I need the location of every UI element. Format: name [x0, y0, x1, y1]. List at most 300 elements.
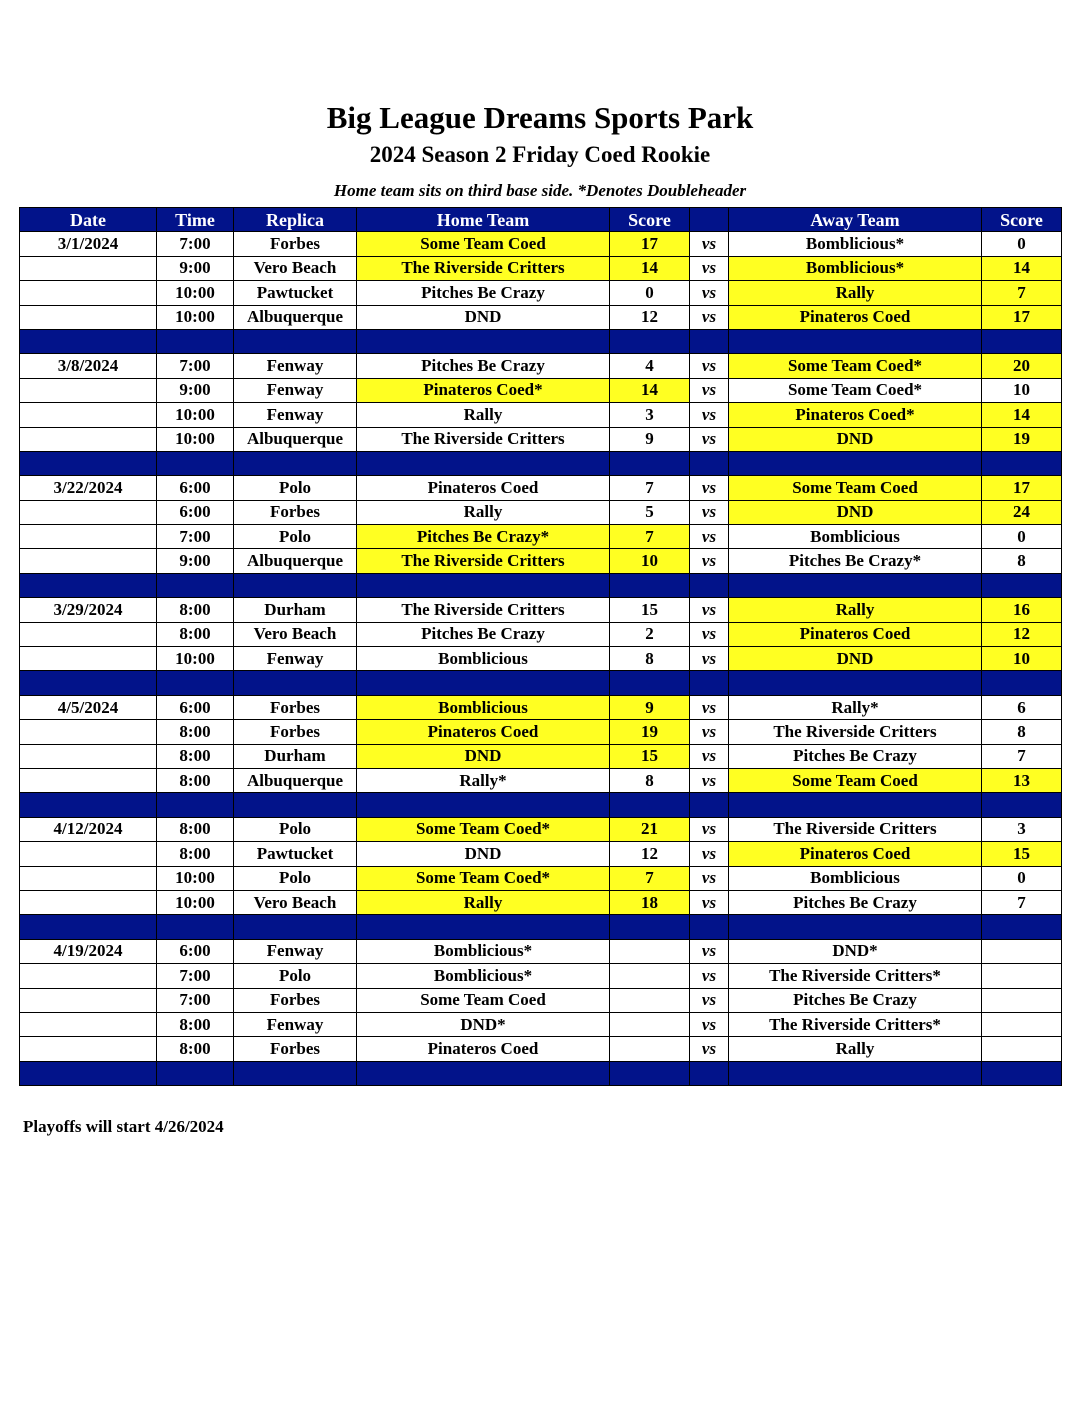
- away-score-cell: 19: [982, 427, 1062, 451]
- game-row: [20, 842, 1062, 866]
- column-header-date: Date: [20, 208, 157, 232]
- separator-cell: [157, 451, 234, 475]
- date-cell: [20, 1012, 157, 1036]
- home-score-cell: 12: [610, 842, 690, 866]
- vs-cell: vs: [690, 866, 729, 890]
- column-header-replica: Replica: [234, 208, 357, 232]
- separator-cell: [234, 915, 357, 939]
- home-score-cell: 14: [610, 256, 690, 280]
- separator-cell: [982, 671, 1062, 695]
- header-row: [20, 208, 1062, 232]
- separator-cell: [610, 671, 690, 695]
- field-cell: Albuquerque: [234, 305, 357, 329]
- separator-cell: [690, 573, 729, 597]
- field-cell: Forbes: [234, 695, 357, 719]
- field-cell: Fenway: [234, 939, 357, 963]
- vs-cell: vs: [690, 988, 729, 1012]
- date-cell: [20, 378, 157, 402]
- home-team-cell: Rally: [357, 890, 610, 914]
- date-cell: 4/5/2024: [20, 695, 157, 719]
- time-cell: 10:00: [157, 427, 234, 451]
- date-cell: [20, 403, 157, 427]
- game-row: [20, 988, 1062, 1012]
- week-separator-row: [20, 573, 1062, 597]
- separator-cell: [982, 1061, 1062, 1085]
- home-team-cell: Bomblicious: [357, 695, 610, 719]
- field-cell: Forbes: [234, 232, 357, 256]
- vs-cell: vs: [690, 403, 729, 427]
- time-cell: 8:00: [157, 1037, 234, 1061]
- vs-cell: vs: [690, 842, 729, 866]
- separator-cell: [729, 329, 982, 353]
- away-score-cell: 24: [982, 500, 1062, 524]
- vs-cell: vs: [690, 695, 729, 719]
- separator-cell: [610, 793, 690, 817]
- field-cell: Durham: [234, 598, 357, 622]
- away-score-cell: 8: [982, 549, 1062, 573]
- away-team-cell: Rally*: [729, 695, 982, 719]
- away-score-cell: 8: [982, 720, 1062, 744]
- separator-cell: [157, 793, 234, 817]
- field-cell: Fenway: [234, 647, 357, 671]
- date-cell: [20, 842, 157, 866]
- week-separator-row: [20, 451, 1062, 475]
- date-cell: [20, 988, 157, 1012]
- column-header-time: Time: [157, 208, 234, 232]
- away-team-cell: DND: [729, 427, 982, 451]
- away-score-cell: 6: [982, 695, 1062, 719]
- time-cell: 8:00: [157, 817, 234, 841]
- away-score-cell: 12: [982, 622, 1062, 646]
- away-score-cell: [982, 939, 1062, 963]
- date-cell: 3/22/2024: [20, 476, 157, 500]
- vs-cell: vs: [690, 964, 729, 988]
- away-team-cell: The Riverside Critters*: [729, 1012, 982, 1036]
- home-team-cell: Pitches Be Crazy*: [357, 525, 610, 549]
- time-cell: 8:00: [157, 768, 234, 792]
- home-score-cell: 9: [610, 427, 690, 451]
- date-cell: 4/19/2024: [20, 939, 157, 963]
- separator-cell: [982, 573, 1062, 597]
- separator-cell: [610, 915, 690, 939]
- field-cell: Vero Beach: [234, 256, 357, 280]
- away-score-cell: [982, 1037, 1062, 1061]
- column-header-vs: [690, 208, 729, 232]
- separator-cell: [729, 793, 982, 817]
- vs-cell: vs: [690, 744, 729, 768]
- game-row: [20, 281, 1062, 305]
- away-score-cell: [982, 964, 1062, 988]
- game-row: [20, 598, 1062, 622]
- time-cell: 7:00: [157, 232, 234, 256]
- vs-cell: vs: [690, 720, 729, 744]
- vs-cell: vs: [690, 549, 729, 573]
- separator-cell: [234, 793, 357, 817]
- field-cell: Fenway: [234, 1012, 357, 1036]
- home-team-cell: Pinateros Coed: [357, 476, 610, 500]
- field-cell: Pawtucket: [234, 281, 357, 305]
- date-cell: [20, 964, 157, 988]
- away-team-cell: DND*: [729, 939, 982, 963]
- time-cell: 6:00: [157, 939, 234, 963]
- separator-cell: [610, 329, 690, 353]
- separator-cell: [234, 451, 357, 475]
- date-cell: [20, 427, 157, 451]
- field-cell: Polo: [234, 476, 357, 500]
- away-team-cell: The Riverside Critters: [729, 720, 982, 744]
- away-team-cell: Pinateros Coed: [729, 842, 982, 866]
- page-title: Big League Dreams Sports Park: [326, 100, 754, 135]
- away-score-cell: [982, 1012, 1062, 1036]
- time-cell: 6:00: [157, 476, 234, 500]
- home-score-cell: 18: [610, 890, 690, 914]
- vs-cell: vs: [690, 378, 729, 402]
- vs-cell: vs: [690, 647, 729, 671]
- separator-cell: [729, 573, 982, 597]
- field-cell: Albuquerque: [234, 768, 357, 792]
- away-team-cell: Rally: [729, 281, 982, 305]
- vs-cell: vs: [690, 427, 729, 451]
- separator-cell: [234, 329, 357, 353]
- separator-cell: [20, 793, 157, 817]
- separator-cell: [690, 1061, 729, 1085]
- away-team-cell: Pinateros Coed: [729, 305, 982, 329]
- away-team-cell: Bomblicious: [729, 866, 982, 890]
- away-team-cell: The Riverside Critters*: [729, 964, 982, 988]
- vs-cell: vs: [690, 500, 729, 524]
- field-cell: Forbes: [234, 500, 357, 524]
- week-separator-row: [20, 793, 1062, 817]
- vs-cell: vs: [690, 890, 729, 914]
- home-score-cell: 4: [610, 354, 690, 378]
- game-row: [20, 549, 1062, 573]
- game-row: [20, 354, 1062, 378]
- away-score-cell: 13: [982, 768, 1062, 792]
- column-header-home-team: Home Team: [357, 208, 610, 232]
- vs-cell: vs: [690, 476, 729, 500]
- vs-cell: vs: [690, 354, 729, 378]
- separator-cell: [690, 915, 729, 939]
- home-score-cell: 2: [610, 622, 690, 646]
- game-row: [20, 866, 1062, 890]
- separator-cell: [690, 793, 729, 817]
- schedule-note: Home team sits on third base side. *Denotes Doubleheader: [333, 181, 747, 200]
- home-score-cell: [610, 1037, 690, 1061]
- field-cell: Vero Beach: [234, 890, 357, 914]
- home-score-cell: 3: [610, 403, 690, 427]
- separator-cell: [20, 671, 157, 695]
- home-team-cell: DND: [357, 842, 610, 866]
- away-score-cell: 0: [982, 866, 1062, 890]
- time-cell: 10:00: [157, 403, 234, 427]
- game-row: [20, 378, 1062, 402]
- page-subtitle: 2024 Season 2 Friday Coed Rookie: [369, 142, 711, 167]
- week-separator-row: [20, 329, 1062, 353]
- field-cell: Polo: [234, 525, 357, 549]
- away-team-cell: Pitches Be Crazy*: [729, 549, 982, 573]
- separator-cell: [357, 329, 610, 353]
- separator-cell: [729, 671, 982, 695]
- week-separator-row: [20, 1061, 1062, 1085]
- vs-cell: vs: [690, 817, 729, 841]
- separator-cell: [610, 1061, 690, 1085]
- field-cell: Forbes: [234, 720, 357, 744]
- away-team-cell: Pinateros Coed: [729, 622, 982, 646]
- home-team-cell: The Riverside Critters: [357, 549, 610, 573]
- separator-cell: [157, 1061, 234, 1085]
- time-cell: 8:00: [157, 1012, 234, 1036]
- vs-cell: vs: [690, 281, 729, 305]
- vs-cell: vs: [690, 622, 729, 646]
- home-score-cell: 19: [610, 720, 690, 744]
- home-team-cell: The Riverside Critters: [357, 427, 610, 451]
- home-score-cell: 7: [610, 866, 690, 890]
- game-row: [20, 817, 1062, 841]
- separator-cell: [20, 329, 157, 353]
- away-score-cell: [982, 988, 1062, 1012]
- separator-cell: [20, 915, 157, 939]
- separator-cell: [357, 1061, 610, 1085]
- game-row: [20, 256, 1062, 280]
- date-cell: [20, 890, 157, 914]
- away-score-cell: 0: [982, 525, 1062, 549]
- home-team-cell: Pinateros Coed*: [357, 378, 610, 402]
- vs-cell: vs: [690, 525, 729, 549]
- home-team-cell: Pitches Be Crazy: [357, 622, 610, 646]
- game-row: [20, 695, 1062, 719]
- time-cell: 8:00: [157, 842, 234, 866]
- away-score-cell: 10: [982, 647, 1062, 671]
- date-cell: [20, 647, 157, 671]
- vs-cell: vs: [690, 1037, 729, 1061]
- game-row: [20, 622, 1062, 646]
- home-score-cell: 15: [610, 598, 690, 622]
- home-score-cell: 9: [610, 695, 690, 719]
- home-team-cell: Some Team Coed*: [357, 817, 610, 841]
- game-row: [20, 232, 1062, 256]
- game-row: [20, 525, 1062, 549]
- home-team-cell: Bomblicious: [357, 647, 610, 671]
- home-score-cell: 7: [610, 525, 690, 549]
- separator-cell: [20, 573, 157, 597]
- time-cell: 7:00: [157, 988, 234, 1012]
- away-score-cell: 7: [982, 890, 1062, 914]
- away-score-cell: 0: [982, 232, 1062, 256]
- date-cell: [20, 720, 157, 744]
- vs-cell: vs: [690, 598, 729, 622]
- home-score-cell: [610, 964, 690, 988]
- separator-cell: [690, 451, 729, 475]
- home-score-cell: 8: [610, 768, 690, 792]
- time-cell: 7:00: [157, 964, 234, 988]
- column-header-home-score: Score: [610, 208, 690, 232]
- game-row: [20, 403, 1062, 427]
- time-cell: 10:00: [157, 866, 234, 890]
- vs-cell: vs: [690, 768, 729, 792]
- game-row: [20, 890, 1062, 914]
- away-team-cell: Bomblicious*: [729, 256, 982, 280]
- field-cell: Albuquerque: [234, 549, 357, 573]
- away-team-cell: Some Team Coed: [729, 768, 982, 792]
- separator-cell: [357, 451, 610, 475]
- game-row: [20, 1037, 1062, 1061]
- separator-cell: [157, 329, 234, 353]
- separator-cell: [690, 329, 729, 353]
- field-cell: Fenway: [234, 354, 357, 378]
- date-cell: [20, 768, 157, 792]
- date-cell: [20, 281, 157, 305]
- time-cell: 6:00: [157, 695, 234, 719]
- time-cell: 6:00: [157, 500, 234, 524]
- time-cell: 8:00: [157, 720, 234, 744]
- column-header-away-team: Away Team: [729, 208, 982, 232]
- separator-cell: [690, 671, 729, 695]
- home-score-cell: [610, 1012, 690, 1036]
- game-row: [20, 500, 1062, 524]
- separator-cell: [982, 329, 1062, 353]
- separator-cell: [610, 573, 690, 597]
- game-row: [20, 720, 1062, 744]
- away-score-cell: 20: [982, 354, 1062, 378]
- home-team-cell: Rally: [357, 500, 610, 524]
- separator-cell: [729, 1061, 982, 1085]
- home-score-cell: 21: [610, 817, 690, 841]
- home-team-cell: Bomblicious*: [357, 964, 610, 988]
- away-team-cell: Pitches Be Crazy: [729, 988, 982, 1012]
- home-team-cell: The Riverside Critters: [357, 598, 610, 622]
- away-team-cell: Bomblicious: [729, 525, 982, 549]
- field-cell: Fenway: [234, 378, 357, 402]
- column-header-away-score: Score: [982, 208, 1062, 232]
- home-team-cell: Some Team Coed: [357, 988, 610, 1012]
- vs-cell: vs: [690, 305, 729, 329]
- home-team-cell: Rally: [357, 403, 610, 427]
- away-team-cell: Rally: [729, 598, 982, 622]
- away-team-cell: The Riverside Critters: [729, 817, 982, 841]
- field-cell: Vero Beach: [234, 622, 357, 646]
- separator-cell: [234, 1061, 357, 1085]
- game-row: [20, 1012, 1062, 1036]
- away-team-cell: Pitches Be Crazy: [729, 890, 982, 914]
- away-team-cell: DND: [729, 647, 982, 671]
- home-score-cell: 5: [610, 500, 690, 524]
- time-cell: 10:00: [157, 305, 234, 329]
- separator-cell: [357, 915, 610, 939]
- separator-cell: [729, 451, 982, 475]
- field-cell: Albuquerque: [234, 427, 357, 451]
- time-cell: 8:00: [157, 622, 234, 646]
- separator-cell: [357, 793, 610, 817]
- schedule-body: [20, 232, 1062, 1086]
- game-row: [20, 768, 1062, 792]
- time-cell: 7:00: [157, 354, 234, 378]
- home-team-cell: Pinateros Coed: [357, 1037, 610, 1061]
- away-score-cell: 7: [982, 744, 1062, 768]
- away-team-cell: DND: [729, 500, 982, 524]
- date-cell: [20, 525, 157, 549]
- date-cell: 3/8/2024: [20, 354, 157, 378]
- date-cell: [20, 500, 157, 524]
- game-row: [20, 939, 1062, 963]
- away-team-cell: Some Team Coed: [729, 476, 982, 500]
- date-cell: [20, 256, 157, 280]
- away-score-cell: 7: [982, 281, 1062, 305]
- vs-cell: vs: [690, 232, 729, 256]
- vs-cell: vs: [690, 939, 729, 963]
- home-score-cell: [610, 988, 690, 1012]
- date-cell: [20, 1037, 157, 1061]
- separator-cell: [20, 451, 157, 475]
- away-score-cell: 14: [982, 403, 1062, 427]
- away-score-cell: 14: [982, 256, 1062, 280]
- date-cell: [20, 622, 157, 646]
- field-cell: Polo: [234, 964, 357, 988]
- away-team-cell: Pitches Be Crazy: [729, 744, 982, 768]
- vs-cell: vs: [690, 1012, 729, 1036]
- home-team-cell: DND: [357, 744, 610, 768]
- game-row: [20, 476, 1062, 500]
- date-cell: 3/1/2024: [20, 232, 157, 256]
- home-score-cell: 14: [610, 378, 690, 402]
- vs-cell: vs: [690, 256, 729, 280]
- home-score-cell: 0: [610, 281, 690, 305]
- separator-cell: [357, 671, 610, 695]
- time-cell: 10:00: [157, 281, 234, 305]
- playoffs-note: Playoffs will start 4/26/2024: [23, 1117, 224, 1136]
- home-team-cell: Pitches Be Crazy: [357, 354, 610, 378]
- home-team-cell: DND*: [357, 1012, 610, 1036]
- date-cell: [20, 866, 157, 890]
- game-row: [20, 647, 1062, 671]
- home-score-cell: 17: [610, 232, 690, 256]
- game-row: [20, 964, 1062, 988]
- time-cell: 8:00: [157, 598, 234, 622]
- home-team-cell: Pitches Be Crazy: [357, 281, 610, 305]
- away-score-cell: 17: [982, 476, 1062, 500]
- away-score-cell: 16: [982, 598, 1062, 622]
- time-cell: 9:00: [157, 549, 234, 573]
- week-separator-row: [20, 915, 1062, 939]
- field-cell: Polo: [234, 817, 357, 841]
- field-cell: Polo: [234, 866, 357, 890]
- home-score-cell: 10: [610, 549, 690, 573]
- time-cell: 9:00: [157, 378, 234, 402]
- home-score-cell: [610, 939, 690, 963]
- away-score-cell: 10: [982, 378, 1062, 402]
- home-team-cell: Some Team Coed*: [357, 866, 610, 890]
- home-team-cell: Rally*: [357, 768, 610, 792]
- field-cell: Forbes: [234, 1037, 357, 1061]
- home-score-cell: 7: [610, 476, 690, 500]
- separator-cell: [982, 793, 1062, 817]
- separator-cell: [234, 671, 357, 695]
- schedule-table: [19, 207, 1062, 1086]
- separator-cell: [357, 573, 610, 597]
- away-team-cell: Rally: [729, 1037, 982, 1061]
- home-team-cell: Pinateros Coed: [357, 720, 610, 744]
- date-cell: [20, 305, 157, 329]
- field-cell: Forbes: [234, 988, 357, 1012]
- separator-cell: [157, 671, 234, 695]
- away-team-cell: Some Team Coed*: [729, 354, 982, 378]
- game-row: [20, 427, 1062, 451]
- date-cell: [20, 549, 157, 573]
- separator-cell: [982, 915, 1062, 939]
- field-cell: Durham: [234, 744, 357, 768]
- time-cell: 10:00: [157, 647, 234, 671]
- time-cell: 10:00: [157, 890, 234, 914]
- home-team-cell: Bomblicious*: [357, 939, 610, 963]
